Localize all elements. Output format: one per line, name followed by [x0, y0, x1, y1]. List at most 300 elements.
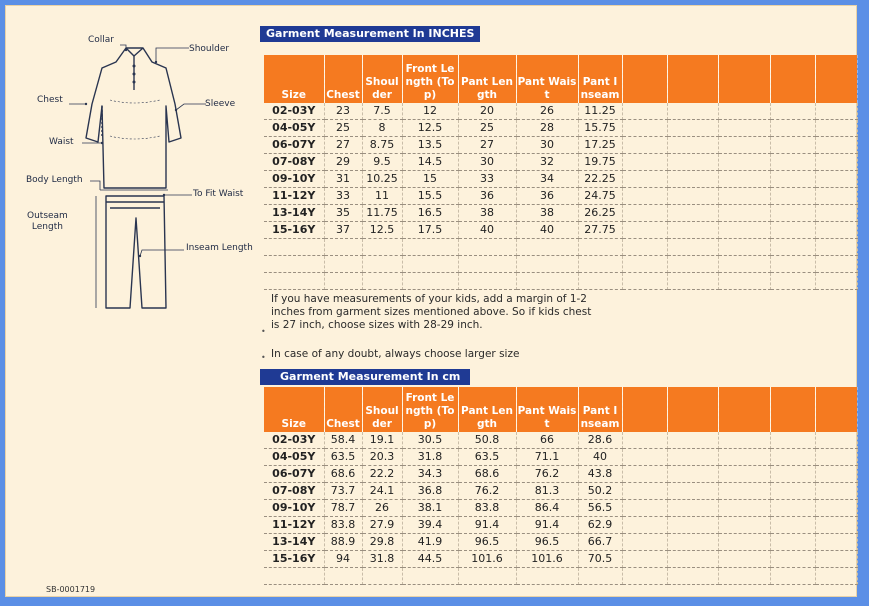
measurement-cell: 36: [458, 188, 516, 205]
empty-cell: [622, 239, 667, 256]
header-chest: Chest: [324, 55, 362, 103]
measurement-cell: 88.9: [324, 534, 362, 551]
table-row: [264, 188, 857, 205]
measurement-cell: 34: [516, 171, 578, 188]
header-shoulder: Shoulder: [362, 55, 402, 103]
empty-cell: [667, 449, 718, 466]
empty-cell: [622, 103, 667, 120]
empty-cell: [622, 188, 667, 205]
header-empty: [622, 55, 667, 103]
measurement-cell: 76.2: [516, 466, 578, 483]
measurement-cell: 16.5: [402, 205, 458, 222]
empty-cell: [718, 188, 770, 205]
measurement-cell: 28: [516, 120, 578, 137]
empty-cell: [402, 273, 458, 290]
measurement-cell: 8: [362, 120, 402, 137]
cm-section-title: Garment Measurement In cm: [260, 369, 470, 385]
measurement-cell: 17.25: [578, 137, 622, 154]
empty-cell: [770, 551, 815, 568]
measurement-cell: 31: [324, 171, 362, 188]
measurement-cell: 101.6: [458, 551, 516, 568]
empty-cell: [815, 103, 857, 120]
header-pant-waist: Pant Waist: [516, 55, 578, 103]
measurement-cell: 86.4: [516, 500, 578, 517]
empty-cell: [667, 466, 718, 483]
inches-section-title: Garment Measurement In INCHES: [260, 26, 480, 42]
measurement-cell: 15.5: [402, 188, 458, 205]
empty-cell: [516, 239, 578, 256]
measurement-cell: 63.5: [458, 449, 516, 466]
empty-cell: [667, 500, 718, 517]
chest-label: Chest: [37, 95, 63, 105]
empty-cell: [718, 239, 770, 256]
empty-cell: [667, 103, 718, 120]
empty-cell: [667, 205, 718, 222]
empty-cell: [770, 256, 815, 273]
header-size: Size: [264, 55, 324, 103]
measurement-cell: 25: [324, 120, 362, 137]
empty-cell: [770, 500, 815, 517]
empty-cell: [815, 432, 857, 449]
size-chart-sheet: [5, 5, 857, 597]
measurement-cell: 56.5: [578, 500, 622, 517]
measurement-cell: 40: [516, 222, 578, 239]
table-row: [264, 483, 857, 500]
measurement-cell: 43.8: [578, 466, 622, 483]
measurement-cell: 12.5: [402, 120, 458, 137]
empty-cell: [667, 273, 718, 290]
measurement-cell: 31.8: [402, 449, 458, 466]
measurement-cell: 63.5: [324, 449, 362, 466]
measurement-cell: 20: [458, 103, 516, 120]
table-row: [264, 551, 857, 568]
empty-cell: [770, 517, 815, 534]
size-cell: 06-07Y: [264, 137, 324, 154]
empty-cell: [718, 154, 770, 171]
table-row: [264, 103, 857, 120]
measurement-cell: 58.4: [324, 432, 362, 449]
empty-cell: [770, 273, 815, 290]
empty-cell: [718, 551, 770, 568]
header-empty: [622, 387, 667, 432]
header-empty: [718, 387, 770, 432]
empty-cell: [362, 273, 402, 290]
table-row: [264, 120, 857, 137]
empty-cell: [622, 568, 667, 585]
measurement-cell: 13.5: [402, 137, 458, 154]
measurement-cell: 36: [516, 188, 578, 205]
empty-cell: [516, 273, 578, 290]
empty-cell: [815, 483, 857, 500]
empty-cell: [718, 103, 770, 120]
empty-cell: [718, 517, 770, 534]
size-cell: 06-07Y: [264, 466, 324, 483]
empty-cell: [770, 120, 815, 137]
empty-cell: [815, 188, 857, 205]
larger-size-note: In case of any doubt, always choose larger size: [271, 348, 520, 360]
empty-cell: [402, 239, 458, 256]
size-cell: 15-16Y: [264, 222, 324, 239]
measurement-cell: 91.4: [458, 517, 516, 534]
table-row: [264, 171, 857, 188]
empty-cell: [815, 449, 857, 466]
empty-cell: [458, 239, 516, 256]
empty-cell: [622, 205, 667, 222]
outseam-length-label: Outseam Length: [27, 211, 68, 232]
table-row: [264, 500, 857, 517]
margin-note: If you have measurements of your kids, add a margin of 1-2 inches from garment sizes mentioned above. So if kids chest is 27 inch, choose sizes with 28-29 inch.: [271, 293, 592, 331]
measurement-cell: 27: [324, 137, 362, 154]
measurement-cell: 96.5: [458, 534, 516, 551]
measurement-cell: 32: [516, 154, 578, 171]
table-row: [264, 466, 857, 483]
measurement-cell: 26.25: [578, 205, 622, 222]
empty-row: [264, 273, 857, 290]
measurement-cell: 26: [362, 500, 402, 517]
empty-cell: [667, 432, 718, 449]
size-cell: 13-14Y: [264, 534, 324, 551]
to-fit-waist-label: To Fit Waist: [193, 189, 244, 199]
empty-cell: [324, 568, 362, 585]
empty-cell: [324, 273, 362, 290]
measurement-cell: 30: [516, 137, 578, 154]
measurement-cell: 34.3: [402, 466, 458, 483]
empty-cell: [578, 256, 622, 273]
empty-cell: [578, 239, 622, 256]
empty-cell: [578, 273, 622, 290]
measurement-cell: 37: [324, 222, 362, 239]
measurement-cell: 20.3: [362, 449, 402, 466]
header-empty: [815, 55, 857, 103]
empty-cell: [718, 432, 770, 449]
table-row: [264, 154, 857, 171]
empty-cell: [667, 534, 718, 551]
measurement-cell: 91.4: [516, 517, 578, 534]
empty-cell: [622, 256, 667, 273]
measurement-cell: 66.7: [578, 534, 622, 551]
measurement-cell: 68.6: [324, 466, 362, 483]
empty-cell: [264, 273, 324, 290]
empty-cell: [458, 568, 516, 585]
empty-cell: [667, 483, 718, 500]
measurement-cell: 62.9: [578, 517, 622, 534]
header-pant-length: Pant Length: [458, 387, 516, 432]
header-front-length: Front Length (Top): [402, 387, 458, 432]
header-pant-inseam: Pant Inseam: [578, 55, 622, 103]
inches-size-table: [264, 55, 858, 290]
measurement-cell: 11.75: [362, 205, 402, 222]
measurement-cell: 15.75: [578, 120, 622, 137]
empty-cell: [770, 534, 815, 551]
measurement-cell: 14.5: [402, 154, 458, 171]
empty-cell: [815, 239, 857, 256]
measurement-cell: 31.8: [362, 551, 402, 568]
measurement-cell: 33: [458, 171, 516, 188]
measurement-cell: 94: [324, 551, 362, 568]
inches-header-row: [264, 55, 857, 103]
empty-cell: [718, 466, 770, 483]
table-row: [264, 432, 857, 449]
header-front-length: Front Length (Top): [402, 55, 458, 103]
measurement-cell: 78.7: [324, 500, 362, 517]
empty-cell: [815, 137, 857, 154]
bullet-icon: •: [261, 327, 266, 336]
measurement-cell: 30: [458, 154, 516, 171]
table-row: [264, 137, 857, 154]
empty-cell: [718, 483, 770, 500]
empty-cell: [622, 534, 667, 551]
empty-cell: [770, 154, 815, 171]
measurement-cell: 23: [324, 103, 362, 120]
size-cell: 11-12Y: [264, 517, 324, 534]
measurement-cell: 76.2: [458, 483, 516, 500]
empty-cell: [402, 256, 458, 273]
measurement-cell: 12.5: [362, 222, 402, 239]
measurement-cell: 41.9: [402, 534, 458, 551]
empty-cell: [667, 154, 718, 171]
empty-cell: [718, 137, 770, 154]
empty-cell: [667, 137, 718, 154]
measurement-cell: 38: [516, 205, 578, 222]
measurement-cell: 30.5: [402, 432, 458, 449]
empty-cell: [815, 500, 857, 517]
empty-cell: [770, 137, 815, 154]
empty-cell: [815, 205, 857, 222]
empty-cell: [324, 256, 362, 273]
size-cell: 07-08Y: [264, 483, 324, 500]
measurement-cell: 12: [402, 103, 458, 120]
empty-cell: [770, 432, 815, 449]
table-row: [264, 222, 857, 239]
empty-cell: [770, 449, 815, 466]
empty-cell: [815, 534, 857, 551]
table-row: [264, 517, 857, 534]
measurement-cell: 29.8: [362, 534, 402, 551]
measurement-cell: 27.75: [578, 222, 622, 239]
empty-cell: [667, 551, 718, 568]
empty-cell: [815, 256, 857, 273]
empty-cell: [815, 551, 857, 568]
size-cell: 02-03Y: [264, 432, 324, 449]
measurement-cell: 27.9: [362, 517, 402, 534]
empty-cell: [264, 239, 324, 256]
size-cell: 09-10Y: [264, 171, 324, 188]
table-row: [264, 534, 857, 551]
shoulder-label: Shoulder: [189, 44, 230, 54]
empty-cell: [815, 568, 857, 585]
empty-cell: [667, 188, 718, 205]
empty-cell: [718, 256, 770, 273]
garment-diagram: [6, 6, 266, 326]
sleeve-label: Sleeve: [205, 99, 236, 109]
measurement-cell: 27: [458, 137, 516, 154]
empty-cell: [718, 171, 770, 188]
measurement-cell: 35: [324, 205, 362, 222]
product-code: SB-0001719: [46, 585, 96, 594]
header-empty: [770, 387, 815, 432]
bullet-icon: •: [261, 353, 266, 362]
empty-cell: [718, 534, 770, 551]
measurement-cell: 50.2: [578, 483, 622, 500]
empty-cell: [458, 273, 516, 290]
measurement-cell: 28.6: [578, 432, 622, 449]
measurement-cell: 8.75: [362, 137, 402, 154]
size-cell: 15-16Y: [264, 551, 324, 568]
empty-cell: [770, 222, 815, 239]
collar-label: Collar: [88, 35, 115, 45]
size-cell: 13-14Y: [264, 205, 324, 222]
empty-cell: [718, 273, 770, 290]
measurement-cell: 9.5: [362, 154, 402, 171]
measurement-cell: 70.5: [578, 551, 622, 568]
empty-cell: [264, 568, 324, 585]
header-pant-inseam: Pant Inseam: [578, 387, 622, 432]
empty-cell: [667, 120, 718, 137]
measurement-cell: 36.8: [402, 483, 458, 500]
empty-row: [264, 239, 857, 256]
measurement-cell: 40: [458, 222, 516, 239]
size-cell: 07-08Y: [264, 154, 324, 171]
cm-header-row: [264, 387, 857, 432]
header-size: Size: [264, 387, 324, 432]
measurement-cell: 38.1: [402, 500, 458, 517]
measurement-cell: 44.5: [402, 551, 458, 568]
table-row: [264, 449, 857, 466]
measurement-cell: 15: [402, 171, 458, 188]
measurement-cell: 83.8: [458, 500, 516, 517]
header-empty: [667, 55, 718, 103]
header-empty: [815, 387, 857, 432]
empty-cell: [815, 273, 857, 290]
measurement-cell: 66: [516, 432, 578, 449]
measurement-cell: 29: [324, 154, 362, 171]
measurement-cell: 24.1: [362, 483, 402, 500]
cm-table-body: [264, 432, 857, 585]
measurement-cell: 68.6: [458, 466, 516, 483]
measurement-cell: 11: [362, 188, 402, 205]
empty-cell: [815, 120, 857, 137]
empty-cell: [770, 205, 815, 222]
empty-cell: [667, 239, 718, 256]
empty-cell: [622, 500, 667, 517]
empty-cell: [667, 256, 718, 273]
measurement-cell: 26: [516, 103, 578, 120]
empty-cell: [362, 239, 402, 256]
empty-cell: [362, 256, 402, 273]
empty-cell: [324, 239, 362, 256]
header-pant-waist: Pant Waist: [516, 387, 578, 432]
empty-cell: [622, 137, 667, 154]
empty-cell: [622, 222, 667, 239]
empty-cell: [718, 222, 770, 239]
empty-cell: [264, 256, 324, 273]
empty-cell: [815, 154, 857, 171]
empty-cell: [622, 432, 667, 449]
size-cell: 04-05Y: [264, 120, 324, 137]
measurement-cell: 24.75: [578, 188, 622, 205]
empty-cell: [622, 171, 667, 188]
empty-cell: [578, 568, 622, 585]
empty-cell: [667, 171, 718, 188]
empty-cell: [667, 222, 718, 239]
measurement-cell: 73.7: [324, 483, 362, 500]
body-length-label: Body Length: [26, 175, 83, 185]
empty-cell: [815, 466, 857, 483]
empty-cell: [458, 256, 516, 273]
measurement-cell: 19.1: [362, 432, 402, 449]
measurement-cell: 19.75: [578, 154, 622, 171]
table-row: [264, 205, 857, 222]
empty-cell: [516, 256, 578, 273]
header-empty: [667, 387, 718, 432]
empty-cell: [622, 120, 667, 137]
empty-cell: [815, 517, 857, 534]
empty-cell: [770, 466, 815, 483]
measurement-cell: 11.25: [578, 103, 622, 120]
measurement-cell: 101.6: [516, 551, 578, 568]
empty-cell: [770, 188, 815, 205]
empty-cell: [622, 449, 667, 466]
empty-cell: [622, 273, 667, 290]
measurement-cell: 17.5: [402, 222, 458, 239]
empty-cell: [815, 171, 857, 188]
empty-cell: [770, 171, 815, 188]
empty-cell: [770, 103, 815, 120]
empty-cell: [622, 517, 667, 534]
empty-cell: [667, 568, 718, 585]
size-cell: 11-12Y: [264, 188, 324, 205]
empty-row: [264, 568, 857, 585]
measurement-cell: 81.3: [516, 483, 578, 500]
empty-cell: [622, 483, 667, 500]
measurement-cell: 50.8: [458, 432, 516, 449]
measurement-cell: 22.25: [578, 171, 622, 188]
measurement-cell: 39.4: [402, 517, 458, 534]
header-shoulder: Shoulder: [362, 387, 402, 432]
measurement-cell: 10.25: [362, 171, 402, 188]
empty-cell: [718, 120, 770, 137]
inseam-length-label: Inseam Length: [186, 243, 253, 253]
measurement-cell: 25: [458, 120, 516, 137]
empty-cell: [718, 205, 770, 222]
measurement-cell: 7.5: [362, 103, 402, 120]
empty-cell: [622, 154, 667, 171]
measurement-cell: 22.2: [362, 466, 402, 483]
header-empty: [770, 55, 815, 103]
empty-cell: [667, 517, 718, 534]
measurement-cell: 40: [578, 449, 622, 466]
empty-row: [264, 256, 857, 273]
measurement-cell: 96.5: [516, 534, 578, 551]
empty-cell: [362, 568, 402, 585]
header-empty: [718, 55, 770, 103]
measurement-cell: 33: [324, 188, 362, 205]
empty-cell: [718, 449, 770, 466]
measurement-cell: 38: [458, 205, 516, 222]
size-cell: 09-10Y: [264, 500, 324, 517]
empty-cell: [622, 466, 667, 483]
empty-cell: [770, 239, 815, 256]
size-cell: 02-03Y: [264, 103, 324, 120]
empty-cell: [718, 568, 770, 585]
waist-label: Waist: [49, 137, 74, 147]
size-cell: 04-05Y: [264, 449, 324, 466]
empty-cell: [770, 483, 815, 500]
empty-cell: [402, 568, 458, 585]
header-chest: Chest: [324, 387, 362, 432]
inches-table-body: [264, 103, 857, 290]
header-pant-length: Pant Length: [458, 55, 516, 103]
